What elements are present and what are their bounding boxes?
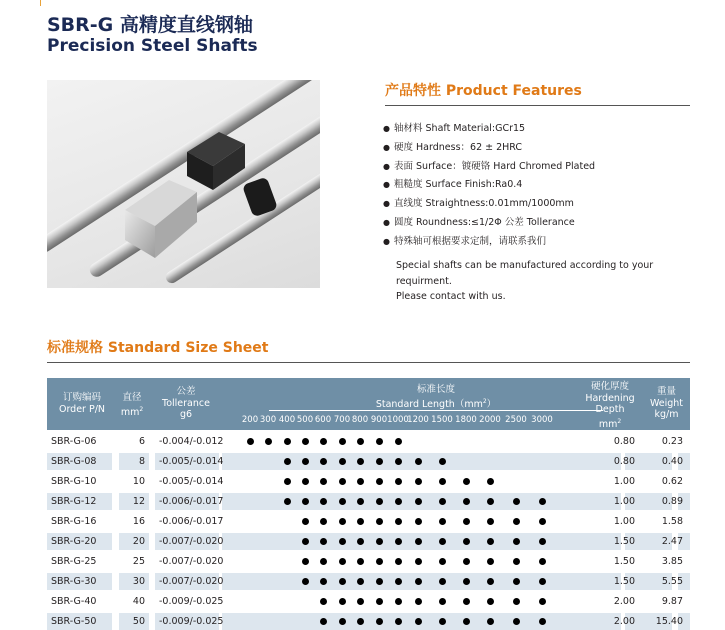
availability-dot (539, 618, 546, 625)
header-diameter: 直径 $mm^2$ (120, 392, 144, 418)
availability-dot (320, 598, 327, 605)
availability-dot (439, 478, 446, 485)
availability-dot (395, 618, 402, 625)
availability-dot (395, 558, 402, 565)
table-row (47, 453, 690, 470)
length-label: 600 (314, 415, 332, 425)
page-title-en: Precision Steel Shafts (47, 36, 258, 56)
availability-dot (339, 478, 346, 485)
availability-dot (487, 618, 494, 625)
length-label: 300 (259, 415, 277, 425)
corner-tick (40, 0, 41, 6)
depth-value: 1.00 (613, 516, 635, 527)
availability-dot (539, 518, 546, 525)
standard-title: 标准规格 Standard Size Sheet (47, 340, 269, 356)
availability-dot (320, 458, 327, 465)
availability-dot (284, 438, 291, 445)
bullet-icon: ● (383, 236, 390, 246)
availability-dot (415, 518, 422, 525)
weight-value: 9.87 (661, 596, 683, 607)
bullet-icon: ● (383, 217, 390, 227)
availability-dot (320, 478, 327, 485)
list-item: ● 圆度 Roundness:≤1/2Φ 公差 Tollerance (383, 216, 575, 228)
weight-value: 1.58 (661, 516, 683, 527)
steel-shafts-illustration (47, 80, 320, 288)
availability-dot (302, 558, 309, 565)
table-row (47, 493, 690, 510)
availability-dot (284, 458, 291, 465)
availability-dot (439, 558, 446, 565)
availability-dot (265, 438, 272, 445)
list-item: ● 直线度 Straightness:0.01mm/1000mm (383, 198, 574, 210)
availability-dot (487, 498, 494, 505)
availability-dot (463, 498, 470, 505)
length-label: 2000 (479, 415, 501, 425)
availability-dot (463, 598, 470, 605)
availability-dot (395, 498, 402, 505)
availability-dot (513, 558, 520, 565)
weight-value: 0.23 (661, 436, 683, 447)
availability-dot (439, 578, 446, 585)
diameter-value: 40 (132, 596, 145, 607)
part-number: SBR-G-20 (51, 536, 97, 547)
diameter-value: 10 (132, 476, 145, 487)
availability-dot (395, 578, 402, 585)
availability-dot (415, 618, 422, 625)
availability-dot (439, 618, 446, 625)
availability-dot (357, 518, 364, 525)
diameter-value: 25 (132, 556, 145, 567)
weight-value: 0.62 (661, 476, 683, 487)
features-list (383, 120, 595, 252)
part-number: SBR-G-08 (51, 456, 97, 467)
availability-dot (439, 458, 446, 465)
availability-dot (539, 598, 546, 605)
availability-dot (320, 558, 327, 565)
availability-dot (339, 498, 346, 505)
availability-dot (395, 438, 402, 445)
availability-dot (302, 518, 309, 525)
availability-dot (320, 498, 327, 505)
table-row (47, 613, 690, 630)
availability-dot (376, 618, 383, 625)
standard-divider (47, 362, 690, 363)
availability-dot (376, 438, 383, 445)
bullet-icon: ● (383, 199, 390, 209)
features-title: 产品特性 Product Features (385, 83, 582, 99)
diameter-value: 12 (132, 496, 145, 507)
depth-value: 1.00 (613, 476, 635, 487)
length-label: 200 (241, 415, 259, 425)
availability-dot (415, 458, 422, 465)
table-row (47, 513, 690, 530)
availability-dot (513, 518, 520, 525)
availability-dot (463, 618, 470, 625)
availability-dot (487, 598, 494, 605)
header-length: 标准长度 Standard $Length(mm^2)$ (375, 384, 497, 410)
availability-dot (376, 458, 383, 465)
availability-dot (415, 578, 422, 585)
part-number: SBR-G-06 (51, 436, 97, 447)
availability-dot (513, 538, 520, 545)
availability-dot (439, 498, 446, 505)
availability-dot (320, 618, 327, 625)
depth-value: 0.80 (613, 436, 635, 447)
availability-dot (463, 558, 470, 565)
availability-dot (320, 438, 327, 445)
availability-dot (487, 558, 494, 565)
availability-dot (357, 458, 364, 465)
length-label: 3000 (531, 415, 553, 425)
weight-value: 15.40 (655, 616, 683, 627)
diameter-value: 8 (138, 456, 145, 467)
availability-dot (339, 578, 346, 585)
length-label: 1200 (407, 415, 429, 425)
availability-dot (302, 458, 309, 465)
availability-dot (415, 498, 422, 505)
availability-dot (376, 578, 383, 585)
availability-dot (302, 438, 309, 445)
list-item: ● 表面 Surface：镀硬铬 Hard Chromed Plated (383, 160, 596, 172)
list-item: ● 轴材料 Shaft Material:GCr15 (383, 123, 526, 134)
availability-dot (320, 538, 327, 545)
diameter-value: 16 (132, 516, 145, 527)
availability-dot (357, 438, 364, 445)
availability-dot (357, 558, 364, 565)
availability-dot (357, 498, 364, 505)
table-row (47, 573, 690, 590)
availability-dot (395, 538, 402, 545)
availability-dot (376, 518, 383, 525)
availability-dot (339, 438, 346, 445)
table-header (47, 378, 690, 430)
part-number: SBR-G-50 (51, 616, 97, 627)
availability-dot (415, 558, 422, 565)
availability-dot (395, 598, 402, 605)
bullet-icon: ● (383, 142, 390, 152)
availability-dot (357, 618, 364, 625)
part-number: SBR-G-12 (51, 496, 97, 507)
availability-dot (415, 538, 422, 545)
availability-dot (339, 618, 346, 625)
availability-dot (339, 518, 346, 525)
availability-dot (320, 578, 327, 585)
tolerance-value: -0.009/-0.025 (159, 596, 224, 607)
weight-value: 0.89 (661, 496, 683, 507)
part-number: SBR-G-30 (51, 576, 97, 587)
availability-dot (463, 518, 470, 525)
header-length-rule (269, 410, 603, 411)
tolerance-value: -0.005/-0.014 (159, 456, 224, 467)
table-row (47, 533, 690, 550)
custom-shaft-note: Special shafts can be manufactured according to your requirment. Please contact with us. (396, 260, 654, 302)
weight-value: 2.47 (661, 536, 683, 547)
depth-value: 1.50 (613, 556, 635, 567)
tolerance-value: -0.004/-0.012 (159, 436, 224, 447)
header-order: 订购编码 Order P/N (58, 392, 106, 415)
availability-dot (487, 538, 494, 545)
availability-dot (463, 578, 470, 585)
depth-value: 0.80 (613, 456, 635, 467)
availability-dot (487, 578, 494, 585)
diameter-value: 50 (132, 616, 145, 627)
length-label: 500 (296, 415, 314, 425)
availability-dot (487, 478, 494, 485)
availability-dot (339, 558, 346, 565)
product-photo (47, 80, 320, 288)
availability-dot (439, 538, 446, 545)
availability-dot (284, 498, 291, 505)
diameter-value: 20 (132, 536, 145, 547)
part-number: SBR-G-40 (51, 596, 97, 607)
availability-dot (302, 578, 309, 585)
length-label: 1000 (387, 415, 409, 425)
tolerance-value: -0.005/-0.014 (159, 476, 224, 487)
availability-dot (302, 478, 309, 485)
part-number: SBR-G-25 (51, 556, 97, 567)
availability-dot (357, 478, 364, 485)
page-title-cn: SBR-G 高精度直线钢轴 (47, 14, 253, 36)
availability-dot (376, 598, 383, 605)
diameter-value: 30 (132, 576, 145, 587)
availability-dot (539, 538, 546, 545)
availability-dot (463, 538, 470, 545)
availability-dot (415, 598, 422, 605)
list-item: ● 特殊轴可根据要求定制，请联系我们 (383, 235, 547, 247)
tolerance-value: -0.006/-0.017 (159, 496, 224, 507)
table-row (47, 433, 690, 450)
availability-dot (539, 498, 546, 505)
weight-value: 3.85 (661, 556, 683, 567)
table-row (47, 473, 690, 490)
features-divider (385, 105, 690, 106)
availability-dot (357, 538, 364, 545)
availability-dot (339, 598, 346, 605)
bullet-icon: ● (383, 124, 390, 133)
availability-dot (302, 538, 309, 545)
tolerance-value: -0.007/-0.020 (159, 556, 224, 567)
availability-dot (357, 578, 364, 585)
availability-dot (439, 518, 446, 525)
availability-dot (539, 558, 546, 565)
length-label: 700 (333, 415, 351, 425)
length-label: 2500 (505, 415, 527, 425)
availability-dot (463, 478, 470, 485)
list-item: ● 粗糙度 Surface Finish:Ra0.4 (383, 179, 523, 191)
bullet-icon: ● (383, 161, 390, 171)
availability-dot (487, 518, 494, 525)
table-row (47, 553, 690, 570)
tolerance-value: -0.009/-0.025 (159, 616, 224, 627)
availability-dot (339, 458, 346, 465)
availability-dot (513, 618, 520, 625)
table-row (47, 593, 690, 610)
availability-dot (376, 498, 383, 505)
depth-value: 2.00 (613, 616, 635, 627)
bullet-icon: ● (383, 180, 390, 190)
tolerance-value: -0.007/-0.020 (159, 536, 224, 547)
header-tolerance: 公差 Tollerance g6 (162, 386, 210, 420)
availability-dot (513, 498, 520, 505)
length-label: 1500 (431, 415, 453, 425)
header-weight: 重量 Weight kg/m (649, 386, 684, 420)
availability-dot (339, 538, 346, 545)
depth-value: 1.00 (613, 496, 635, 507)
depth-value: 1.50 (613, 536, 635, 547)
length-label: 400 (278, 415, 296, 425)
availability-dot (395, 518, 402, 525)
availability-dot (376, 538, 383, 545)
availability-dot (395, 478, 402, 485)
list-item: ● 硬度 Hardness：62 ± 2HRC (383, 141, 523, 153)
length-label: 1800 (455, 415, 477, 425)
diameter-value: 6 (138, 436, 145, 447)
weight-value: 5.55 (661, 576, 683, 587)
availability-dot (439, 598, 446, 605)
availability-dot (539, 578, 546, 585)
depth-value: 1.50 (613, 576, 635, 587)
length-label: 800 (351, 415, 369, 425)
availability-dot (395, 458, 402, 465)
part-number: SBR-G-16 (51, 516, 97, 527)
depth-value: 2.00 (613, 596, 635, 607)
availability-dot (302, 498, 309, 505)
part-number: SBR-G-10 (51, 476, 97, 487)
header-depth: 硬化厚度 Hardening Depth $mm^2$ (585, 381, 635, 430)
availability-dot (513, 578, 520, 585)
availability-dot (376, 558, 383, 565)
availability-dot (320, 518, 327, 525)
availability-dot (357, 598, 364, 605)
availability-dot (513, 598, 520, 605)
availability-dot (284, 478, 291, 485)
availability-dot (376, 478, 383, 485)
length-label: 900 (370, 415, 388, 425)
availability-dot (247, 438, 254, 445)
availability-dot (415, 478, 422, 485)
tolerance-value: -0.006/-0.017 (159, 516, 224, 527)
weight-value: 0.40 (661, 456, 683, 467)
tolerance-value: -0.007/-0.020 (159, 576, 224, 587)
